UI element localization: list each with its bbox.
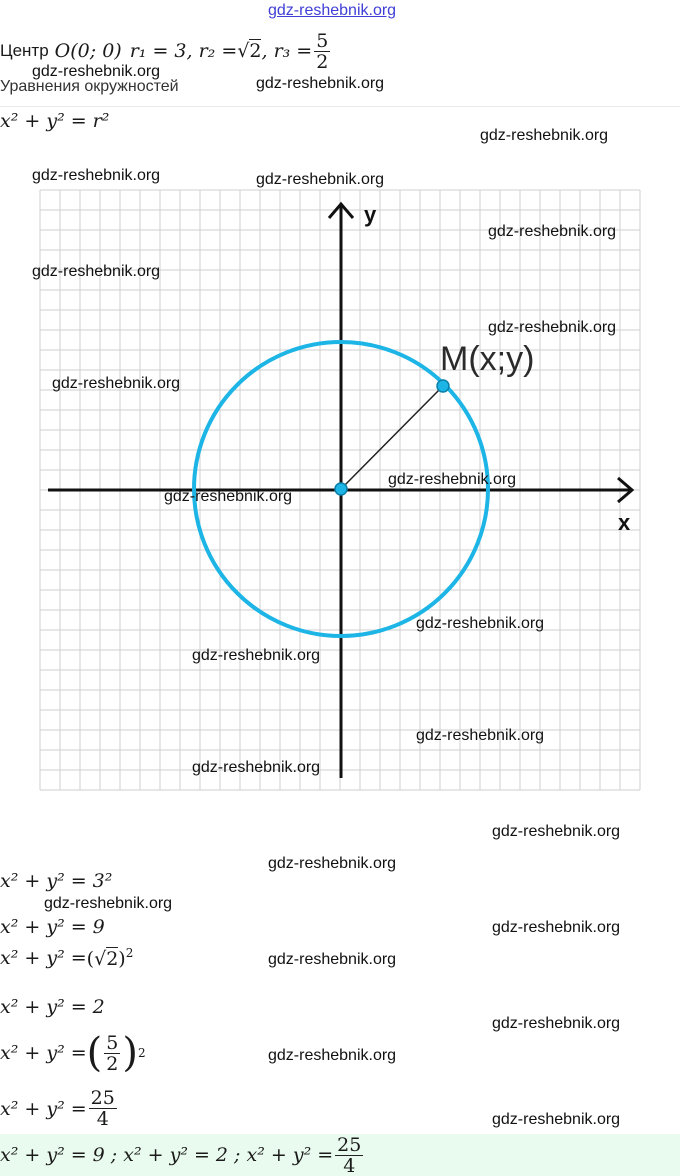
y-axis-label: y (364, 202, 377, 227)
watermark: gdz-reshebnik.org (52, 375, 181, 392)
watermark: gdz-reshebnik.org (268, 951, 397, 968)
step-3-radicand: 2 (106, 948, 119, 970)
watermark: gdz-reshebnik.org (416, 615, 545, 632)
watermark: gdz-reshebnik.org (416, 727, 545, 744)
watermark: gdz-reshebnik.org (32, 263, 161, 280)
x-axis-label: x (618, 510, 631, 535)
watermark: gdz-reshebnik.org (32, 167, 161, 184)
r2-label: r₂ = (198, 40, 238, 62)
watermark: gdz-reshebnik.org (268, 855, 397, 872)
step-3: x² + y² = $(√2)^2$ (0, 946, 134, 970)
point-m (437, 380, 449, 392)
r1-value: r₁ = 3 (129, 40, 187, 62)
step-2: x² + y² = 9 (0, 916, 105, 938)
watermark: gdz-reshebnik.org (488, 223, 617, 240)
watermark: gdz-reshebnik.org (256, 171, 385, 188)
watermark: gdz-reshebnik.org (388, 471, 517, 488)
center-word: Центр (0, 41, 49, 60)
watermark: gdz-reshebnik.org (164, 488, 293, 505)
watermark: gdz-reshebnik.org (192, 647, 321, 664)
r2-radicand: 2 (249, 40, 262, 62)
point-m-label: M(x;y) (440, 340, 535, 378)
step-5: x² + y² = ( $\frac{5}{2}$ ) 2 (0, 1030, 146, 1076)
given-line: Центр O(0; 0) r₁ = 3 , r₂ = √2 , r₃ = $\frac{5}{2}$ (0, 29, 329, 73)
watermark: gdz-reshebnik.org (492, 1111, 621, 1128)
step-4: x² + y² = 2 (0, 996, 105, 1018)
step-1: x² + y² = 3² (0, 870, 113, 892)
watermark: gdz-reshebnik.org (492, 1015, 621, 1032)
watermark: gdz-reshebnik.org (492, 919, 621, 936)
watermark: gdz-reshebnik.org (256, 75, 385, 92)
watermark-top[interactable]: gdz-reshebnik.org (268, 2, 397, 19)
center-point: O(0; 0) (54, 40, 122, 62)
watermark: gdz-reshebnik.org (488, 319, 617, 336)
origin-point (335, 483, 347, 495)
answer-fraction: $\frac{25}{4}$ (337, 1134, 362, 1176)
step-6-fraction: $\frac{25}{4}$ (90, 1087, 115, 1130)
r3-fraction: $\frac{5}{2}$ (316, 29, 329, 73)
subtitle: Уравнения окружностей (0, 78, 179, 95)
watermark: gdz-reshebnik.org (492, 823, 621, 840)
watermark: gdz-reshebnik.org (268, 1047, 397, 1064)
general-equation: x² + y² = r² (0, 110, 110, 132)
step-6: x² + y² = $\frac{25}{4}$ (0, 1087, 115, 1130)
watermark: gdz-reshebnik.org (480, 127, 609, 144)
answer: x² + y² = 9 ; x² + y² = 2 ; x² + y² = $\frac{25}{4}$ (0, 1134, 362, 1176)
watermark: gdz-reshebnik.org (44, 895, 173, 912)
step-5-fraction: $\frac{5}{2}$ (106, 1031, 119, 1075)
r3-label: r₃ = (273, 40, 313, 62)
watermark: gdz-reshebnik.org (32, 63, 161, 80)
watermark: gdz-reshebnik.org (192, 759, 321, 776)
